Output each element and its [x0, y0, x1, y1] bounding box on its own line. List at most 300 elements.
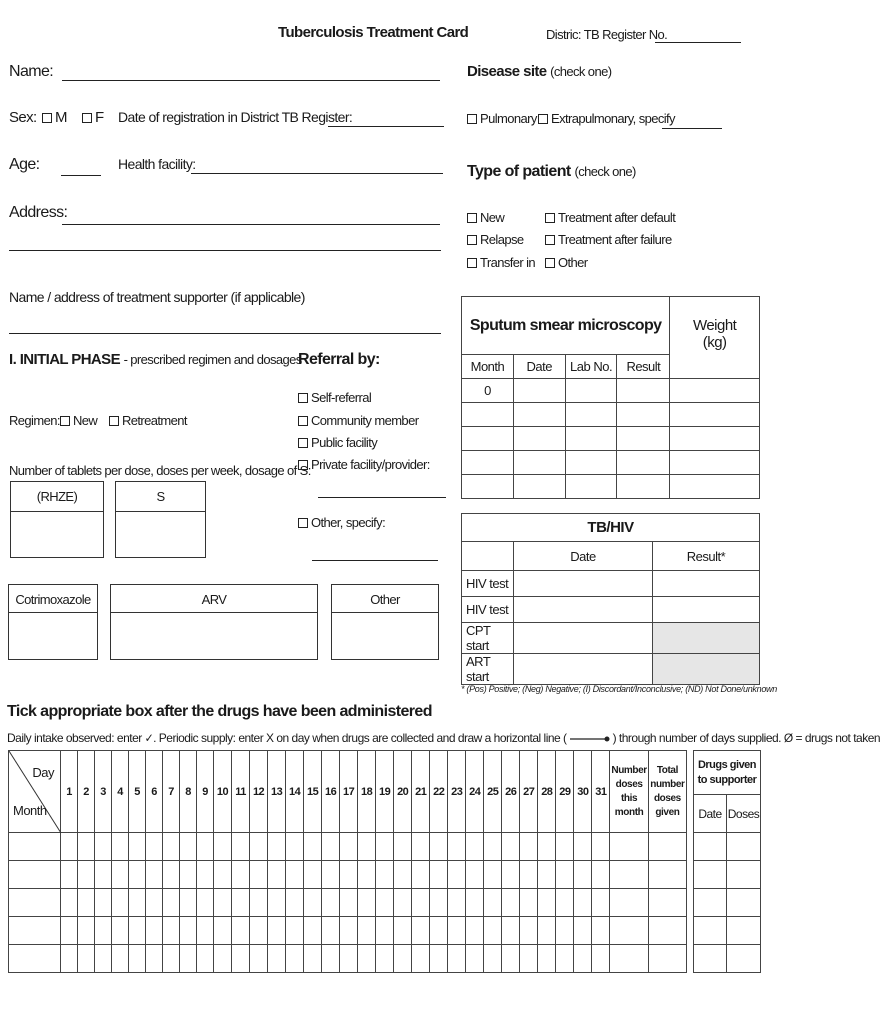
- day-cell[interactable]: [112, 889, 129, 917]
- day-cell[interactable]: [520, 833, 538, 861]
- day-cell[interactable]: [376, 917, 394, 945]
- day-cell[interactable]: [286, 833, 304, 861]
- day-cell[interactable]: [358, 833, 376, 861]
- district-register-label: Distric: TB Register No.: [546, 27, 668, 42]
- weight-cell[interactable]: [670, 379, 760, 403]
- day-cell[interactable]: [610, 917, 648, 945]
- month-row: [9, 861, 687, 889]
- day-cell[interactable]: [232, 833, 250, 861]
- day-cell[interactable]: [430, 833, 448, 861]
- day-cell[interactable]: [180, 833, 197, 861]
- day-cell[interactable]: [197, 945, 214, 973]
- day-cell[interactable]: [502, 889, 520, 917]
- tbhiv-cell[interactable]: [653, 597, 760, 623]
- day-cell[interactable]: [448, 917, 466, 945]
- sex-m-option[interactable]: [42, 109, 67, 126]
- day-cell[interactable]: [197, 917, 214, 945]
- day-cell[interactable]: [340, 917, 358, 945]
- day-cell[interactable]: [214, 945, 232, 973]
- checkbox-icon: [298, 518, 308, 528]
- day-cell[interactable]: [538, 889, 556, 917]
- day-cell[interactable]: [394, 945, 412, 973]
- day-cell[interactable]: [322, 945, 340, 973]
- day-cell[interactable]: [376, 945, 394, 973]
- cotrimoxazole-divider: [9, 612, 97, 613]
- day-cell[interactable]: [520, 945, 538, 973]
- weight-cell[interactable]: [670, 451, 760, 475]
- referral-self-option[interactable]: [298, 390, 371, 405]
- day-cell[interactable]: [322, 833, 340, 861]
- day-cell[interactable]: [358, 945, 376, 973]
- day-cell[interactable]: [538, 917, 556, 945]
- day-cell[interactable]: [304, 917, 322, 945]
- day-header: 27: [520, 751, 538, 833]
- regimen-retreatment-option[interactable]: [109, 413, 187, 428]
- day-cell[interactable]: [574, 917, 592, 945]
- checkbox-icon: [545, 213, 555, 223]
- month-cell[interactable]: [9, 833, 61, 861]
- day-cell[interactable]: [502, 861, 520, 889]
- sputum-cell[interactable]: [513, 427, 565, 451]
- month-cell[interactable]: [9, 917, 61, 945]
- s-divider: [116, 511, 205, 512]
- initial-phase-heading: [9, 351, 302, 368]
- day-cell[interactable]: [358, 917, 376, 945]
- day-cell[interactable]: [163, 945, 180, 973]
- sputum-cell[interactable]: [565, 475, 617, 499]
- sputum-cell[interactable]: [617, 379, 670, 403]
- day-cell[interactable]: [286, 861, 304, 889]
- supporter-row: [694, 889, 761, 917]
- type-relapse-option[interactable]: [467, 232, 524, 247]
- sputum-cell[interactable]: [462, 451, 514, 475]
- day-cell[interactable]: [466, 917, 484, 945]
- type-relapse-text: Relapse: [480, 232, 524, 247]
- day-cell[interactable]: [129, 945, 146, 973]
- supporter-row: [694, 833, 761, 861]
- sputum-cell[interactable]: [513, 379, 565, 403]
- sputum-cell[interactable]: [462, 427, 514, 451]
- day-cell[interactable]: [520, 861, 538, 889]
- day-cell[interactable]: [268, 833, 286, 861]
- day-cell[interactable]: [556, 945, 574, 973]
- day-cell[interactable]: [95, 833, 112, 861]
- supporter-cell[interactable]: [727, 889, 761, 917]
- weight-cell[interactable]: [670, 475, 760, 499]
- day-cell[interactable]: [304, 861, 322, 889]
- day-cell[interactable]: [197, 889, 214, 917]
- day-header: 17: [340, 751, 358, 833]
- referral-private-field[interactable]: [318, 497, 446, 498]
- address-label: Address:: [9, 204, 68, 221]
- day-cell[interactable]: [412, 833, 430, 861]
- day-cell[interactable]: [394, 833, 412, 861]
- day-cell[interactable]: [129, 889, 146, 917]
- day-cell[interactable]: [214, 833, 232, 861]
- sputum-cell[interactable]: [513, 403, 565, 427]
- day-cell[interactable]: [484, 861, 502, 889]
- day-cell[interactable]: [466, 833, 484, 861]
- day-cell[interactable]: [610, 889, 648, 917]
- health-facility-field[interactable]: [191, 173, 443, 174]
- day-header: 12: [250, 751, 268, 833]
- tbhiv-cell[interactable]: [514, 623, 653, 654]
- day-cell[interactable]: [250, 889, 268, 917]
- type-other-option[interactable]: [545, 255, 588, 270]
- day-cell[interactable]: [78, 889, 95, 917]
- patient-type-title: Type of patient: [467, 163, 571, 180]
- day-cell[interactable]: [180, 861, 197, 889]
- supporter-col-doses: Doses: [727, 795, 761, 833]
- extrapulmonary-text: Extrapulmonary, specify: [551, 111, 675, 126]
- day-cell[interactable]: [376, 861, 394, 889]
- day-cell[interactable]: [610, 833, 648, 861]
- sputum-cell[interactable]: [617, 475, 670, 499]
- tbhiv-cell[interactable]: [653, 571, 760, 597]
- day-cell[interactable]: [574, 861, 592, 889]
- day-cell[interactable]: [358, 889, 376, 917]
- day-cell[interactable]: [95, 945, 112, 973]
- referral-public-text: Public facility: [311, 435, 378, 450]
- day-cell[interactable]: [197, 833, 214, 861]
- day-cell[interactable]: [95, 917, 112, 945]
- day-cell[interactable]: [61, 917, 78, 945]
- day-cell[interactable]: [358, 861, 376, 889]
- sputum-cell[interactable]: [513, 451, 565, 475]
- day-cell[interactable]: [61, 833, 78, 861]
- tbhiv-footnote: * (Pos) Positive; (Neg) Negative; (I) Discordant/Inconclusive; (ND) Not Done/unknown: [461, 684, 777, 694]
- pulmonary-text: Pulmonary: [480, 111, 537, 126]
- day-cell[interactable]: [412, 889, 430, 917]
- hiv-test-label-1: HIV test: [462, 571, 514, 597]
- day-cell[interactable]: [250, 917, 268, 945]
- registration-date-field[interactable]: [328, 126, 444, 127]
- day-cell[interactable]: [250, 945, 268, 973]
- day-cell[interactable]: [61, 861, 78, 889]
- day-cell[interactable]: [61, 889, 78, 917]
- referral-public-option[interactable]: [298, 435, 377, 450]
- type-other-text: Other: [558, 255, 588, 270]
- day-cell[interactable]: [146, 889, 163, 917]
- type-default-option[interactable]: [545, 210, 675, 225]
- day-cell[interactable]: [112, 917, 129, 945]
- day-cell[interactable]: [430, 861, 448, 889]
- sputum-cell[interactable]: [462, 403, 514, 427]
- sputum-month-0: 0: [462, 379, 514, 403]
- type-failure-option[interactable]: [545, 232, 672, 247]
- referral-other-option[interactable]: [298, 515, 385, 530]
- day-cell[interactable]: [180, 889, 197, 917]
- sputum-cell[interactable]: [565, 451, 617, 475]
- weight-unit: (kg): [702, 334, 727, 351]
- day-cell[interactable]: [232, 889, 250, 917]
- card-title: Tuberculosis Treatment Card: [278, 24, 469, 41]
- day-cell[interactable]: [412, 945, 430, 973]
- supporter-cell[interactable]: [727, 945, 761, 973]
- day-cell[interactable]: [430, 945, 448, 973]
- day-cell[interactable]: [112, 945, 129, 973]
- arv-box[interactable]: [110, 584, 318, 660]
- day-cell[interactable]: [268, 889, 286, 917]
- day-cell[interactable]: [232, 945, 250, 973]
- supporter-cell[interactable]: [694, 861, 727, 889]
- supporter-table: [693, 750, 761, 973]
- day-cell[interactable]: [648, 861, 686, 889]
- name-field[interactable]: [62, 80, 440, 81]
- day-cell[interactable]: [556, 833, 574, 861]
- sex-label: Sex:: [9, 109, 37, 126]
- art-start-label: ART start: [462, 654, 514, 685]
- day-cell[interactable]: [592, 861, 610, 889]
- cotrimoxazole-box[interactable]: [8, 584, 98, 660]
- day-cell[interactable]: [556, 889, 574, 917]
- day-cell[interactable]: [394, 917, 412, 945]
- day-cell[interactable]: [648, 833, 686, 861]
- supporter-cell[interactable]: [694, 889, 727, 917]
- day-cell[interactable]: [376, 833, 394, 861]
- sputum-col-labno: Lab No.: [565, 355, 617, 379]
- type-new-option[interactable]: [467, 210, 504, 225]
- rhze-box[interactable]: [10, 481, 104, 558]
- day-cell[interactable]: [592, 945, 610, 973]
- day-cell[interactable]: [466, 889, 484, 917]
- sputum-cell[interactable]: [565, 427, 617, 451]
- day-cell[interactable]: [268, 861, 286, 889]
- supporter-cell[interactable]: [727, 917, 761, 945]
- day-cell[interactable]: [484, 917, 502, 945]
- day-cell[interactable]: [180, 917, 197, 945]
- weight-cell[interactable]: [670, 403, 760, 427]
- day-cell[interactable]: [304, 833, 322, 861]
- day-header: 24: [466, 751, 484, 833]
- day-cell[interactable]: [574, 889, 592, 917]
- day-cell[interactable]: [214, 861, 232, 889]
- day-cell[interactable]: [484, 889, 502, 917]
- pulmonary-option[interactable]: [467, 111, 537, 126]
- sputum-cell[interactable]: [565, 403, 617, 427]
- day-cell[interactable]: [163, 833, 180, 861]
- day-cell[interactable]: [112, 861, 129, 889]
- supporter-cell[interactable]: [694, 945, 727, 973]
- day-cell[interactable]: [322, 917, 340, 945]
- tbhiv-col-blank: [462, 542, 514, 571]
- day-cell[interactable]: [250, 861, 268, 889]
- day-cell[interactable]: [574, 945, 592, 973]
- supporter-cell[interactable]: [694, 833, 727, 861]
- day-cell[interactable]: [78, 917, 95, 945]
- day-cell[interactable]: [129, 861, 146, 889]
- day-cell[interactable]: [95, 861, 112, 889]
- other-drug-box[interactable]: [331, 584, 439, 660]
- referral-community-option[interactable]: [298, 413, 418, 428]
- supporter-cell[interactable]: [727, 833, 761, 861]
- day-header: 18: [358, 751, 376, 833]
- day-cell[interactable]: [538, 833, 556, 861]
- day-cell[interactable]: [268, 917, 286, 945]
- day-cell[interactable]: [146, 917, 163, 945]
- month-row: [9, 945, 687, 973]
- day-cell[interactable]: [163, 889, 180, 917]
- day-cell[interactable]: [232, 861, 250, 889]
- day-cell[interactable]: [466, 861, 484, 889]
- day-header: 21: [412, 751, 430, 833]
- day-header: 6: [146, 751, 163, 833]
- day-cell[interactable]: [214, 889, 232, 917]
- rhze-divider: [11, 511, 103, 512]
- supporter-field[interactable]: [9, 333, 441, 334]
- day-cell[interactable]: [648, 889, 686, 917]
- day-cell[interactable]: [592, 917, 610, 945]
- month-cell[interactable]: [9, 945, 61, 973]
- sputum-cell[interactable]: [565, 379, 617, 403]
- sputum-table: [461, 296, 760, 499]
- day-cell[interactable]: [376, 889, 394, 917]
- diagonal-divider: [9, 751, 61, 833]
- sputum-title: Sputum smear microscopy: [462, 297, 670, 355]
- day-cell[interactable]: [78, 945, 95, 973]
- health-facility-label: Health facility:: [118, 156, 196, 172]
- tbhiv-row: [462, 623, 760, 654]
- sputum-cell[interactable]: [617, 427, 670, 451]
- day-cell[interactable]: [502, 833, 520, 861]
- day-cell[interactable]: [286, 917, 304, 945]
- day-cell[interactable]: [286, 889, 304, 917]
- day-cell[interactable]: [146, 861, 163, 889]
- day-cell[interactable]: [592, 889, 610, 917]
- tbhiv-title: TB/HIV: [462, 514, 760, 542]
- tablets-label: Number of tablets per dose, doses per week, dosage of S:: [9, 463, 311, 478]
- sputum-cell[interactable]: [513, 475, 565, 499]
- day-cell[interactable]: [163, 917, 180, 945]
- month-cell[interactable]: [9, 861, 61, 889]
- day-cell[interactable]: [538, 861, 556, 889]
- weight-cell[interactable]: [670, 427, 760, 451]
- initial-phase-title: I. INITIAL PHASE: [9, 351, 120, 368]
- day-cell[interactable]: [520, 889, 538, 917]
- day-cell[interactable]: [430, 889, 448, 917]
- day-cell[interactable]: [61, 945, 78, 973]
- day-cell[interactable]: [180, 945, 197, 973]
- day-cell[interactable]: [146, 945, 163, 973]
- day-cell[interactable]: [232, 917, 250, 945]
- day-header: 4: [112, 751, 129, 833]
- day-cell[interactable]: [574, 833, 592, 861]
- day-cell[interactable]: [610, 945, 648, 973]
- day-header: 30: [574, 751, 592, 833]
- day-cell[interactable]: [448, 945, 466, 973]
- day-cell[interactable]: [448, 889, 466, 917]
- day-cell[interactable]: [412, 917, 430, 945]
- type-transfer-option[interactable]: [467, 255, 535, 270]
- day-cell[interactable]: [502, 917, 520, 945]
- day-cell[interactable]: [112, 833, 129, 861]
- day-cell[interactable]: [502, 945, 520, 973]
- day-cell[interactable]: [268, 945, 286, 973]
- day-cell[interactable]: [129, 917, 146, 945]
- supporter-cell[interactable]: [694, 917, 727, 945]
- day-cell[interactable]: [286, 945, 304, 973]
- day-cell[interactable]: [448, 833, 466, 861]
- day-cell[interactable]: [466, 945, 484, 973]
- sex-f-option[interactable]: [82, 109, 104, 126]
- tbhiv-cell[interactable]: [514, 571, 653, 597]
- month-row: [9, 917, 687, 945]
- day-cell[interactable]: [648, 945, 686, 973]
- day-cell[interactable]: [430, 917, 448, 945]
- day-cell[interactable]: [394, 861, 412, 889]
- referral-private-option[interactable]: [298, 457, 430, 472]
- day-header: 20: [394, 751, 412, 833]
- day-cell[interactable]: [129, 833, 146, 861]
- sputum-cell[interactable]: [462, 475, 514, 499]
- day-cell[interactable]: [340, 889, 358, 917]
- day-cell[interactable]: [538, 945, 556, 973]
- day-cell[interactable]: [412, 861, 430, 889]
- regimen-new-option[interactable]: [60, 413, 97, 428]
- day-cell[interactable]: [484, 945, 502, 973]
- day-cell[interactable]: [163, 861, 180, 889]
- day-cell[interactable]: [197, 861, 214, 889]
- supporter-cell[interactable]: [727, 861, 761, 889]
- day-cell[interactable]: [214, 917, 232, 945]
- day-cell[interactable]: [322, 861, 340, 889]
- sputum-cell[interactable]: [617, 403, 670, 427]
- sputum-cell[interactable]: [617, 451, 670, 475]
- day-cell[interactable]: [304, 889, 322, 917]
- day-cell[interactable]: [610, 861, 648, 889]
- day-cell[interactable]: [78, 861, 95, 889]
- day-cell[interactable]: [394, 889, 412, 917]
- day-cell[interactable]: [448, 861, 466, 889]
- day-cell[interactable]: [648, 917, 686, 945]
- day-cell[interactable]: [484, 833, 502, 861]
- type-default-text: Treatment after default: [558, 210, 676, 225]
- checkbox-icon: [298, 416, 308, 426]
- tbhiv-cell[interactable]: [514, 654, 653, 685]
- extrapulmonary-field[interactable]: [662, 128, 722, 129]
- checkbox-icon: [467, 258, 477, 268]
- day-cell[interactable]: [250, 833, 268, 861]
- tbhiv-cell[interactable]: [514, 597, 653, 623]
- day-cell[interactable]: [592, 833, 610, 861]
- address-field-1[interactable]: [62, 224, 440, 225]
- day-header: 11: [232, 751, 250, 833]
- sex-f-text: F: [95, 109, 104, 126]
- district-register-field[interactable]: [655, 42, 741, 43]
- day-cell[interactable]: [146, 833, 163, 861]
- day-cell[interactable]: [340, 945, 358, 973]
- age-field[interactable]: [61, 175, 101, 176]
- type-transfer-text: Transfer in: [480, 255, 536, 270]
- day-cell[interactable]: [556, 917, 574, 945]
- hiv-test-label-2: HIV test: [462, 597, 514, 623]
- month-cell[interactable]: [9, 889, 61, 917]
- s-box[interactable]: [115, 481, 206, 558]
- referral-other-field[interactable]: [312, 560, 438, 561]
- address-field-2[interactable]: [9, 250, 441, 251]
- extrapulmonary-option[interactable]: [538, 111, 675, 126]
- day-cell[interactable]: [340, 861, 358, 889]
- day-cell[interactable]: [322, 889, 340, 917]
- day-cell[interactable]: [556, 861, 574, 889]
- day-cell[interactable]: [340, 833, 358, 861]
- day-cell[interactable]: [95, 889, 112, 917]
- sputum-col-date: Date: [513, 355, 565, 379]
- day-cell[interactable]: [304, 945, 322, 973]
- day-cell[interactable]: [520, 917, 538, 945]
- checkbox-icon: [467, 213, 477, 223]
- day-cell[interactable]: [78, 833, 95, 861]
